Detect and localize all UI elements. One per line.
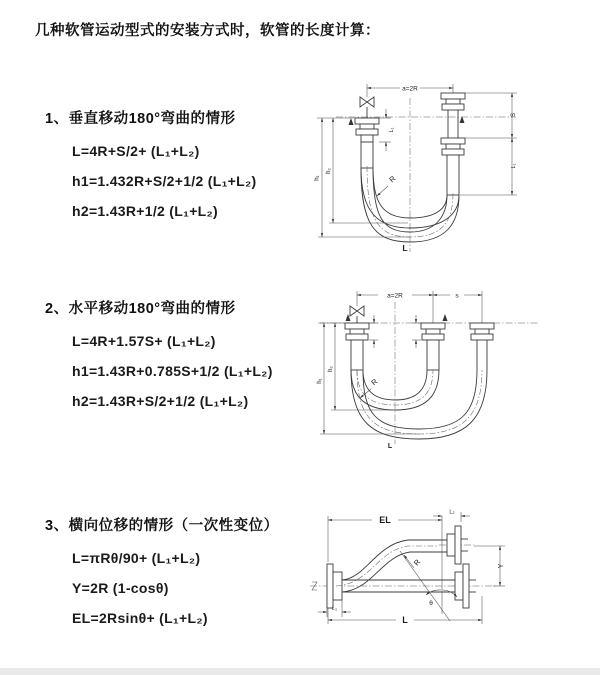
- radius-callout: [404, 555, 423, 568]
- formula-line: Y=2R (1-cosθ): [72, 580, 169, 596]
- diagram-lateral-displacement: [298, 502, 570, 642]
- dimension-a2r: [367, 84, 453, 97]
- label-r: R: [369, 376, 380, 388]
- formula-line: L=πRθ/90+ (L₁+L₂): [72, 550, 201, 566]
- label-l-bottom: L: [387, 443, 393, 450]
- hose-loop: [346, 314, 488, 439]
- section-horizontal-movement: [45, 297, 273, 416]
- label-el: EL: [379, 515, 391, 525]
- label-l2: L₂: [449, 509, 455, 516]
- middle-pipe-fitting: [421, 323, 445, 370]
- page-bottom-margin: [0, 668, 600, 675]
- formula-line: h1=1.43R+0.785S+1/2 (L₁+L₂): [72, 363, 273, 379]
- page-title: 几种软管运动型式的安装方式时，软管的长度计算：: [35, 23, 380, 39]
- label-r: R: [387, 173, 398, 185]
- dimension-l1: [318, 600, 351, 617]
- dimension-s-right: [460, 93, 517, 195]
- formula-line: h2=1.43R+1/2 (L₁+L₂): [72, 203, 219, 219]
- right-pipe-fitting: [441, 93, 465, 195]
- label-l1-right: L₁: [511, 163, 517, 169]
- radius-callout: [377, 174, 398, 196]
- formula-list: [72, 326, 273, 416]
- label-h1: h₁: [314, 175, 321, 181]
- formula-line: h2=1.43R+S/2+1/2 (L₁+L₂): [72, 393, 249, 409]
- section-vertical-movement: [45, 107, 257, 226]
- section-heading: 2、水平移动180°弯曲的情形: [45, 301, 236, 317]
- label-y: Y: [498, 563, 505, 569]
- label-l: L: [402, 615, 408, 625]
- valve-icon: [360, 97, 374, 118]
- label-h2: h₂: [328, 366, 334, 372]
- right-pipe-fitting: [470, 323, 494, 340]
- diagram-horizontal-180-bend: [312, 284, 542, 452]
- label-h2: h₂: [326, 168, 332, 174]
- formula-line: L=4R+1.57S+ (L₁+L₂): [72, 333, 216, 349]
- displaced-position-hose: [336, 526, 468, 592]
- section-heading: 1、垂直移动180°弯曲的情形: [45, 111, 236, 127]
- label-r: R: [411, 557, 423, 568]
- label-a2r: a=2R: [402, 85, 418, 93]
- dimension-el: [328, 515, 442, 614]
- label-theta: θ: [429, 600, 433, 607]
- left-pipe-fitting: [355, 118, 379, 168]
- label-l-bottom: L: [402, 243, 408, 253]
- label-a2r: a=2R: [387, 292, 403, 300]
- formula-list: [72, 136, 257, 226]
- left-pipe-fitting: [345, 323, 369, 370]
- formula-line: h1=1.432R+S/2+1/2 (L₁+L₂): [72, 173, 257, 189]
- dimension-l1-left: [379, 109, 395, 151]
- label-s: s: [455, 292, 459, 300]
- dimension-y: [474, 546, 505, 586]
- diagram-vertical-180-bend: [308, 78, 526, 256]
- left-flange: [327, 564, 342, 608]
- label-l1-left: L₁: [389, 127, 395, 133]
- formula-line: EL=2Rsinθ+ (L₁+L₂): [72, 610, 208, 626]
- formula-line: L=4R+S/2+ (L₁+L₂): [72, 143, 200, 159]
- label-s: S: [511, 112, 517, 118]
- label-h1: h₁: [317, 378, 323, 384]
- section-lateral-displacement: [45, 514, 279, 633]
- section-heading: 3、横向位移的情形（一次性变位）: [45, 518, 279, 534]
- valve-icon: [350, 306, 364, 323]
- label-l1: L₁: [332, 606, 337, 612]
- formula-list: [72, 543, 279, 633]
- dimension-a2r-s: [357, 291, 482, 323]
